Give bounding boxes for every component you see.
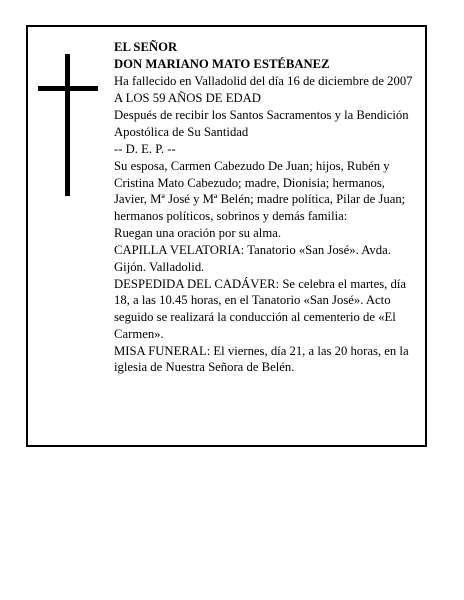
deceased-name: DON MARIANO MATO ESTÉBANEZ: [114, 57, 330, 72]
cross-horizontal-bar: [38, 86, 98, 91]
title-line-1: EL SEÑOR: [114, 40, 178, 54]
age-line: A LOS 59 AÑOS DE EDAD: [114, 91, 261, 106]
prayer-line: Ruegan una oración por su alma.: [114, 226, 282, 241]
dep-line: -- D. E. P. --: [114, 142, 176, 157]
family-paragraph: Su esposa, Carmen Cabezudo De Juan; hijos, Rubén y Cristina Mato Cabezudo; madre, Dionisia; hermanos, Javier, Mª José y Mª Belén; madre política, Pilar de Juan; hermanos políticos, sobrinos y demás familia:: [114, 159, 406, 223]
death-info: Ha fallecido en Valladolid del día 16 de diciembre de 2007: [114, 74, 413, 89]
sacraments-line: Después de recibir los Santos Sacramentos y la Bendición Apostólica de Su Santidad: [114, 108, 409, 139]
cross-vertical-bar: [65, 54, 70, 196]
chapel-paragraph: CAPILLA VELATORIA: Tanatorio «San José». Avda. Gijón. Valladolid.: [114, 243, 391, 274]
farewell-paragraph: DESPEDIDA DEL CADÁVER: Se celebra el martes, día 18, a las 10.45 horas, en el Tanatorio «San José». Acto seguido se realizará la conducción al cementerio de «El Carmen».: [114, 276, 406, 341]
funeral-mass-paragraph: MISA FUNERAL: El viernes, día 21, a las 20 horas, en la iglesia de Nuestra Señora de Belén.: [114, 343, 409, 375]
obituary-text: [114, 39, 420, 376]
latin-cross-icon: [38, 54, 98, 196]
